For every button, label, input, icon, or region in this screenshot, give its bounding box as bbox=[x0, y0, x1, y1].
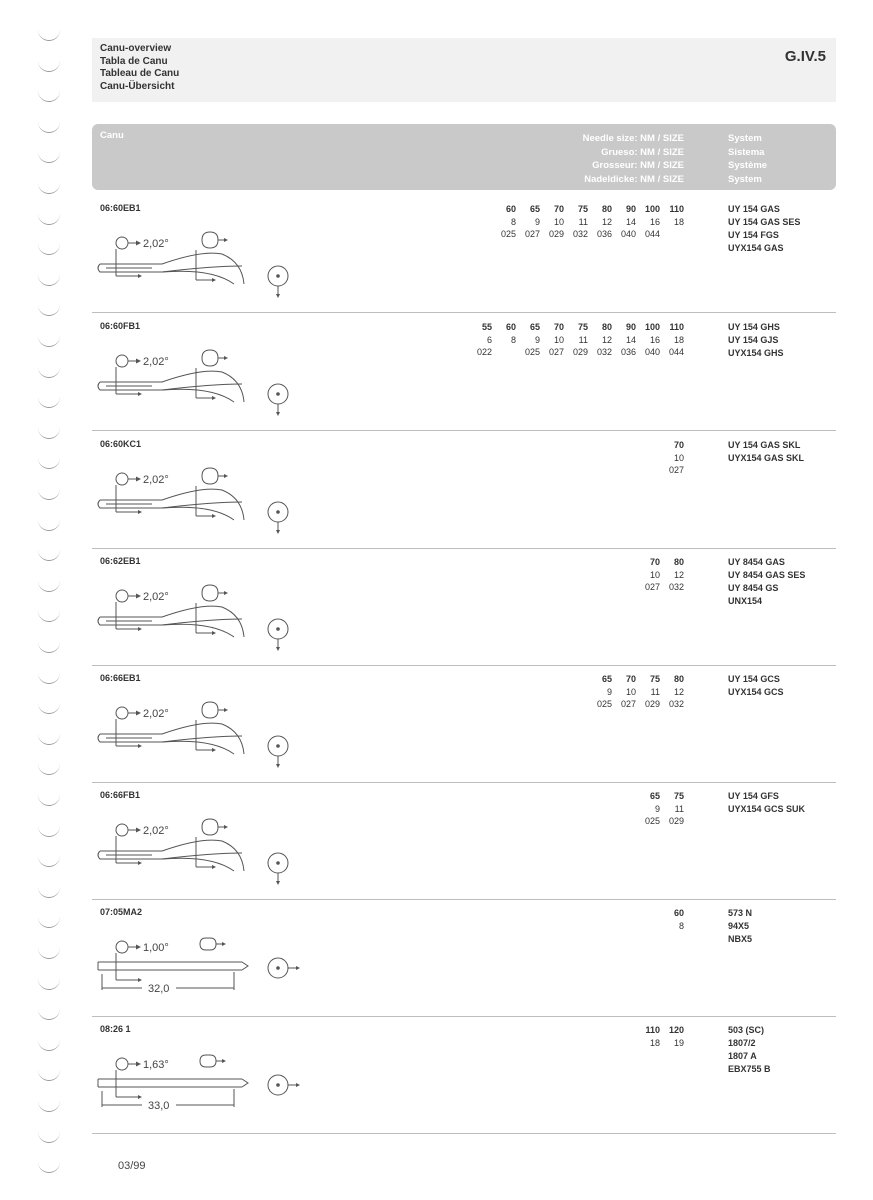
size-cell: 6 bbox=[486, 334, 492, 345]
system-list bbox=[728, 907, 752, 946]
size-cell: 70 bbox=[673, 440, 684, 450]
size-row-nm bbox=[636, 556, 684, 569]
size-cell: 11 bbox=[674, 803, 684, 814]
binding-hole bbox=[38, 305, 60, 316]
binding-hole bbox=[38, 244, 60, 255]
needle-sizes bbox=[636, 1024, 684, 1062]
size-cell: 9 bbox=[654, 803, 660, 814]
footer-date: 03/99 bbox=[118, 1160, 146, 1172]
size-cell: 11 bbox=[650, 686, 660, 697]
size-cell: 120 bbox=[668, 1025, 684, 1035]
size-cell: 80 bbox=[601, 322, 612, 332]
size-cell: 55 bbox=[481, 322, 492, 332]
angle-label: 2,02° bbox=[143, 825, 169, 837]
size-cell: 80 bbox=[673, 674, 684, 684]
canu-entry bbox=[92, 549, 836, 666]
size-cell: 14 bbox=[625, 334, 636, 345]
size-cell: 8 bbox=[678, 920, 684, 931]
size-row-code bbox=[636, 581, 684, 594]
system-name: UYX154 GHS bbox=[728, 348, 784, 358]
binding-hole bbox=[38, 642, 60, 653]
size-cell: 027 bbox=[620, 699, 636, 709]
binding-hole bbox=[38, 30, 60, 41]
page-titles bbox=[100, 43, 179, 93]
binding-hole bbox=[38, 275, 60, 286]
needle-sizes bbox=[588, 673, 684, 711]
size-cell bbox=[492, 346, 516, 359]
binding-hole bbox=[38, 764, 60, 775]
needle-sizes bbox=[468, 321, 684, 359]
size-row-size bbox=[636, 569, 684, 582]
size-cell: 027 bbox=[644, 582, 660, 592]
page-code: G.IV.5 bbox=[784, 48, 826, 65]
system-name: UY 154 GAS bbox=[728, 204, 780, 214]
size-cell: 75 bbox=[649, 674, 660, 684]
binding-hole bbox=[38, 1040, 60, 1051]
canu-code: 06:60EB1 bbox=[100, 203, 141, 213]
needle-sizes bbox=[660, 439, 684, 477]
needle-size-es: Grueso: NM / SIZE bbox=[601, 146, 684, 158]
system-name: 573 N bbox=[728, 908, 753, 918]
size-cell: 65 bbox=[601, 674, 612, 684]
size-row-size bbox=[636, 1037, 684, 1050]
size-cell: 036 bbox=[620, 347, 636, 357]
system-name: NBX5 bbox=[728, 934, 753, 944]
column-canu: Canu bbox=[100, 130, 124, 141]
size-cell: 10 bbox=[649, 569, 660, 580]
binding-hole bbox=[38, 703, 60, 714]
binding-hole bbox=[38, 550, 60, 561]
needle-sizes bbox=[636, 556, 684, 594]
needle-diagram bbox=[92, 934, 312, 1012]
title-en: Canu-overview bbox=[100, 43, 172, 54]
needle-diagram bbox=[92, 466, 312, 544]
size-cell: 80 bbox=[601, 204, 612, 214]
canu-code: 08:26 1 bbox=[100, 1024, 131, 1034]
angle-label: 2,02° bbox=[143, 474, 169, 486]
size-row-code bbox=[468, 346, 684, 359]
binding-hole bbox=[38, 61, 60, 72]
size-cell: 036 bbox=[596, 229, 612, 239]
size-row-nm bbox=[588, 673, 684, 686]
binding-hole bbox=[38, 856, 60, 867]
size-cell: 60 bbox=[673, 908, 684, 918]
canu-code: 06:60KC1 bbox=[100, 439, 142, 449]
binding-hole bbox=[38, 122, 60, 133]
system-list bbox=[728, 556, 805, 608]
binding-hole bbox=[38, 336, 60, 347]
canu-code: 06:66FB1 bbox=[100, 790, 141, 800]
size-row-code bbox=[636, 815, 684, 828]
title-fr: Tableau de Canu bbox=[100, 68, 180, 79]
system-name: UY 154 GHS bbox=[728, 322, 780, 332]
size-cell: 110 bbox=[669, 204, 684, 214]
system-list bbox=[728, 321, 784, 360]
size-row-nm bbox=[468, 321, 684, 334]
size-row-nm bbox=[636, 1024, 684, 1037]
size-cell: 12 bbox=[673, 569, 684, 580]
size-cell: 12 bbox=[601, 334, 612, 345]
needle-size-en: Needle size: NM / SIZE bbox=[582, 133, 684, 144]
system-fr: Système bbox=[728, 160, 768, 171]
size-cell: 16 bbox=[649, 216, 660, 227]
binding-hole bbox=[38, 887, 60, 898]
size-cell: 9 bbox=[534, 334, 540, 345]
system-name: EBX755 B bbox=[728, 1064, 771, 1074]
canu-entry bbox=[92, 432, 836, 549]
system-list bbox=[728, 673, 784, 699]
size-cell: 025 bbox=[500, 229, 516, 239]
size-cell: 75 bbox=[577, 322, 588, 332]
binding-hole bbox=[38, 581, 60, 592]
system-name: UYX154 GCS bbox=[728, 687, 784, 697]
size-cell: 100 bbox=[644, 322, 660, 332]
size-cell: 040 bbox=[644, 347, 660, 357]
size-cell: 60 bbox=[505, 204, 516, 214]
needle-diagram bbox=[92, 1051, 312, 1129]
size-row-code bbox=[660, 932, 684, 945]
size-cell: 029 bbox=[644, 699, 660, 709]
needle-sizes bbox=[636, 790, 684, 828]
canu-code: 06:62EB1 bbox=[100, 556, 141, 566]
canu-entry bbox=[92, 196, 836, 313]
size-cell: 90 bbox=[625, 322, 636, 332]
size-row-size bbox=[660, 920, 684, 933]
size-row-code bbox=[660, 464, 684, 477]
size-cell: 8 bbox=[510, 334, 516, 345]
angle-label: 2,02° bbox=[143, 356, 169, 368]
system-name: UY 154 GFS bbox=[728, 791, 779, 801]
size-cell bbox=[660, 1049, 684, 1062]
binding-hole bbox=[38, 1009, 60, 1020]
binding-hole bbox=[38, 673, 60, 684]
system-name: UY 8454 GAS SES bbox=[728, 570, 806, 580]
size-cell: 025 bbox=[524, 347, 540, 357]
size-cell bbox=[660, 932, 684, 945]
size-cell: 75 bbox=[673, 791, 684, 801]
size-cell: 10 bbox=[553, 334, 564, 345]
size-row-nm bbox=[660, 907, 684, 920]
binding-hole bbox=[38, 489, 60, 500]
system-name: UY 154 GJS bbox=[728, 335, 779, 345]
binding-hole bbox=[38, 428, 60, 439]
size-cell: 044 bbox=[668, 347, 684, 357]
size-row-nm bbox=[492, 203, 684, 216]
needle-diagram bbox=[92, 348, 312, 426]
canu-entry bbox=[92, 783, 836, 900]
size-cell: 022 bbox=[476, 347, 492, 357]
size-row-size bbox=[588, 686, 684, 699]
title-es: Tabla de Canu bbox=[100, 55, 168, 67]
angle-label: 2,02° bbox=[143, 708, 169, 720]
size-cell: 65 bbox=[529, 204, 540, 214]
size-cell: 18 bbox=[649, 1037, 660, 1048]
canu-entry bbox=[92, 314, 836, 431]
size-cell: 11 bbox=[578, 334, 588, 345]
angle-label: 2,02° bbox=[143, 591, 169, 603]
needle-sizes bbox=[660, 907, 684, 945]
size-row-code bbox=[492, 228, 684, 241]
size-cell: 16 bbox=[649, 334, 660, 345]
binding-hole bbox=[38, 183, 60, 194]
size-row-size bbox=[468, 334, 684, 347]
system-name: UYX154 GCS SUK bbox=[728, 804, 806, 814]
size-cell: 19 bbox=[673, 1037, 684, 1048]
size-row-nm bbox=[660, 439, 684, 452]
column-needle-size bbox=[583, 132, 684, 186]
canu-code: 06:60FB1 bbox=[100, 321, 141, 331]
page-header bbox=[92, 38, 836, 102]
size-cell: 027 bbox=[548, 347, 564, 357]
size-cell: 70 bbox=[625, 674, 636, 684]
system-name: UY 154 FGS bbox=[728, 230, 779, 240]
column-header bbox=[92, 124, 836, 190]
canu-code: 07:05MA2 bbox=[100, 907, 143, 917]
binding-hole bbox=[38, 795, 60, 806]
size-cell: 029 bbox=[572, 347, 588, 357]
system-name: 1807 A bbox=[728, 1051, 757, 1061]
binding-hole bbox=[38, 1101, 60, 1112]
system-de: System bbox=[728, 173, 762, 185]
size-cell: 80 bbox=[673, 557, 684, 567]
title-de: Canu-Übersicht bbox=[100, 80, 175, 92]
needle-diagram bbox=[92, 817, 312, 895]
size-cell: 70 bbox=[553, 322, 564, 332]
system-name: UYX154 GAS SKL bbox=[728, 453, 805, 463]
size-row-size bbox=[660, 452, 684, 465]
size-cell: 029 bbox=[668, 816, 684, 826]
size-cell: 110 bbox=[645, 1025, 660, 1035]
size-row-nm bbox=[636, 790, 684, 803]
needle-diagram bbox=[92, 700, 312, 778]
size-cell: 8 bbox=[510, 216, 516, 227]
size-cell: 110 bbox=[669, 322, 684, 332]
system-name: UY 154 GCS bbox=[728, 674, 780, 684]
size-cell: 65 bbox=[529, 322, 540, 332]
system-name: 1807/2 bbox=[728, 1038, 756, 1048]
length-label: 33,0 bbox=[148, 1100, 170, 1112]
needle-size-fr: Grosseur: NM / SIZE bbox=[592, 160, 684, 171]
canu-entry bbox=[92, 900, 836, 1017]
size-row-size bbox=[492, 216, 684, 229]
needle-size-de: Nadeldicke: NM / SIZE bbox=[584, 173, 684, 185]
system-list bbox=[728, 203, 800, 255]
size-cell: 65 bbox=[649, 791, 660, 801]
size-cell bbox=[660, 228, 684, 241]
system-name: UNX154 bbox=[728, 596, 763, 606]
binding-hole bbox=[38, 734, 60, 745]
size-cell: 032 bbox=[572, 229, 588, 239]
size-cell: 11 bbox=[578, 216, 588, 227]
size-cell: 10 bbox=[625, 686, 636, 697]
size-cell: 18 bbox=[673, 334, 684, 345]
binding-hole bbox=[38, 1132, 60, 1143]
system-list bbox=[728, 1024, 771, 1076]
size-cell: 032 bbox=[596, 347, 612, 357]
size-cell: 10 bbox=[553, 216, 564, 227]
system-name: UY 154 GAS SKL bbox=[728, 440, 801, 450]
size-cell: 100 bbox=[644, 204, 660, 214]
system-name: 94X5 bbox=[728, 921, 750, 931]
size-cell: 60 bbox=[505, 322, 516, 332]
system-name: UY 8454 GS bbox=[728, 583, 779, 593]
length-label: 32,0 bbox=[148, 983, 170, 995]
size-cell: 025 bbox=[644, 816, 660, 826]
binding-hole bbox=[38, 917, 60, 928]
canu-entry bbox=[92, 1017, 836, 1134]
angle-label: 1,63° bbox=[143, 1059, 169, 1071]
size-cell: 70 bbox=[553, 204, 564, 214]
size-cell: 10 bbox=[673, 452, 684, 463]
canu-code: 06:66EB1 bbox=[100, 673, 141, 683]
system-name: UY 8454 GAS bbox=[728, 557, 785, 567]
canu-entry bbox=[92, 666, 836, 783]
size-cell: 70 bbox=[649, 557, 660, 567]
size-cell: 029 bbox=[548, 229, 564, 239]
size-cell: 75 bbox=[577, 204, 588, 214]
binding-hole bbox=[38, 979, 60, 990]
binding-hole bbox=[38, 826, 60, 837]
binding-hole bbox=[38, 214, 60, 225]
binding-hole bbox=[38, 367, 60, 378]
size-cell: 027 bbox=[524, 229, 540, 239]
system-es: Sistema bbox=[728, 146, 765, 158]
system-list bbox=[728, 439, 804, 465]
column-system bbox=[728, 132, 767, 186]
angle-label: 1,00° bbox=[143, 942, 169, 954]
size-cell: 18 bbox=[673, 216, 684, 227]
binding-hole bbox=[38, 458, 60, 469]
size-cell: 14 bbox=[625, 216, 636, 227]
size-row-code bbox=[588, 698, 684, 711]
size-cell: 90 bbox=[625, 204, 636, 214]
system-name: 503 (SC) bbox=[728, 1025, 765, 1035]
size-cell: 044 bbox=[644, 229, 660, 239]
ring-binding-holes bbox=[38, 30, 64, 1180]
size-row-code bbox=[636, 1049, 684, 1062]
angle-label: 2,02° bbox=[143, 238, 169, 250]
size-cell: 9 bbox=[606, 686, 612, 697]
system-name: UY 154 GAS SES bbox=[728, 217, 801, 227]
size-cell: 12 bbox=[601, 216, 612, 227]
needle-sizes bbox=[492, 203, 684, 241]
size-cell: 040 bbox=[620, 229, 636, 239]
binding-hole bbox=[38, 948, 60, 959]
binding-hole bbox=[38, 520, 60, 531]
system-en: System bbox=[728, 133, 762, 144]
needle-diagram bbox=[92, 583, 312, 661]
binding-hole bbox=[38, 152, 60, 163]
size-cell: 12 bbox=[673, 686, 684, 697]
needle-diagram bbox=[92, 230, 312, 308]
binding-hole bbox=[38, 611, 60, 622]
binding-hole bbox=[38, 397, 60, 408]
binding-hole bbox=[38, 91, 60, 102]
binding-hole bbox=[38, 1162, 60, 1173]
size-cell: 027 bbox=[668, 465, 684, 475]
size-row-size bbox=[636, 803, 684, 816]
size-cell bbox=[636, 1049, 660, 1062]
size-cell: 9 bbox=[534, 216, 540, 227]
size-cell: 025 bbox=[596, 699, 612, 709]
system-list bbox=[728, 790, 805, 816]
binding-hole bbox=[38, 1070, 60, 1081]
system-name: UYX154 GAS bbox=[728, 243, 784, 253]
size-cell: 032 bbox=[668, 699, 684, 709]
size-cell: 032 bbox=[668, 582, 684, 592]
